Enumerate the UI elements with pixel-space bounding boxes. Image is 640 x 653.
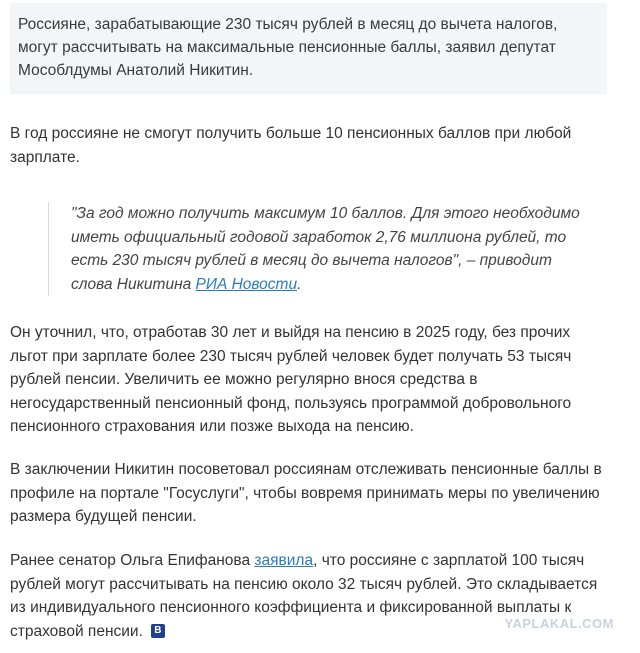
watermark: YAPLAKAL.COM [504, 616, 614, 631]
blockquote [48, 202, 581, 296]
paragraph-pension-details: Он уточнил, что, отработав 30 лет и выйдя на пенсию в 2025 году, без прочих льгот при зарплате более 230 тысяч рублей человек будет получать 53 тысяч рублей пенсии. Увеличить ее можно регулярно внося средства в негосударственный пенсионный фонд, пользуясь программой добровольного пенсионного страхования или позже выхода на пенсию. [10, 324, 572, 435]
paragraph-gosuslugi: В заключении Никитин посоветовал россиянам отслеживать пенсионные баллы в профиле на портале "Госуслуги", чтобы вовремя принимать меры по увеличению размера будущей пенсии. [10, 461, 602, 525]
quote-end: . [297, 275, 302, 293]
p4-before: Ранее сенатор Ольга Епифанова [10, 552, 255, 569]
quote-text: "За год можно получить максимум 10 баллов. Для этого необходимо иметь официальный годовой заработок 2,76 миллиона рублей, то есть 230 тысяч рублей в месяц до вычета налогов", – приводит слова Никитина [71, 205, 580, 293]
ria-novosti-link[interactable]: РИА Новости [195, 275, 298, 293]
article-lead: Россияне, зарабатывающие 230 тысяч рублей в месяц до вычета налогов, могут рассчитывать на максимальные пенсионные баллы, заявил депутат Мособлдумы Анатолий Никитин. [10, 3, 607, 94]
p4-after: , что россияне с зарплатой 100 тысяч рублей могут рассчитывать на пенсию около 32 тысяч рублей. Это складывается из индивидуального пенсионного коэффициента и фиксированной выплаты к страховой пенсии. [10, 552, 598, 640]
paragraph-points-limit: В год россияне не смогут получить больше 10 пенсионных баллов при любой зарплате. [10, 125, 572, 166]
source-badge-icon[interactable]: B [151, 624, 165, 638]
zayavila-link[interactable]: заявила [254, 552, 314, 569]
